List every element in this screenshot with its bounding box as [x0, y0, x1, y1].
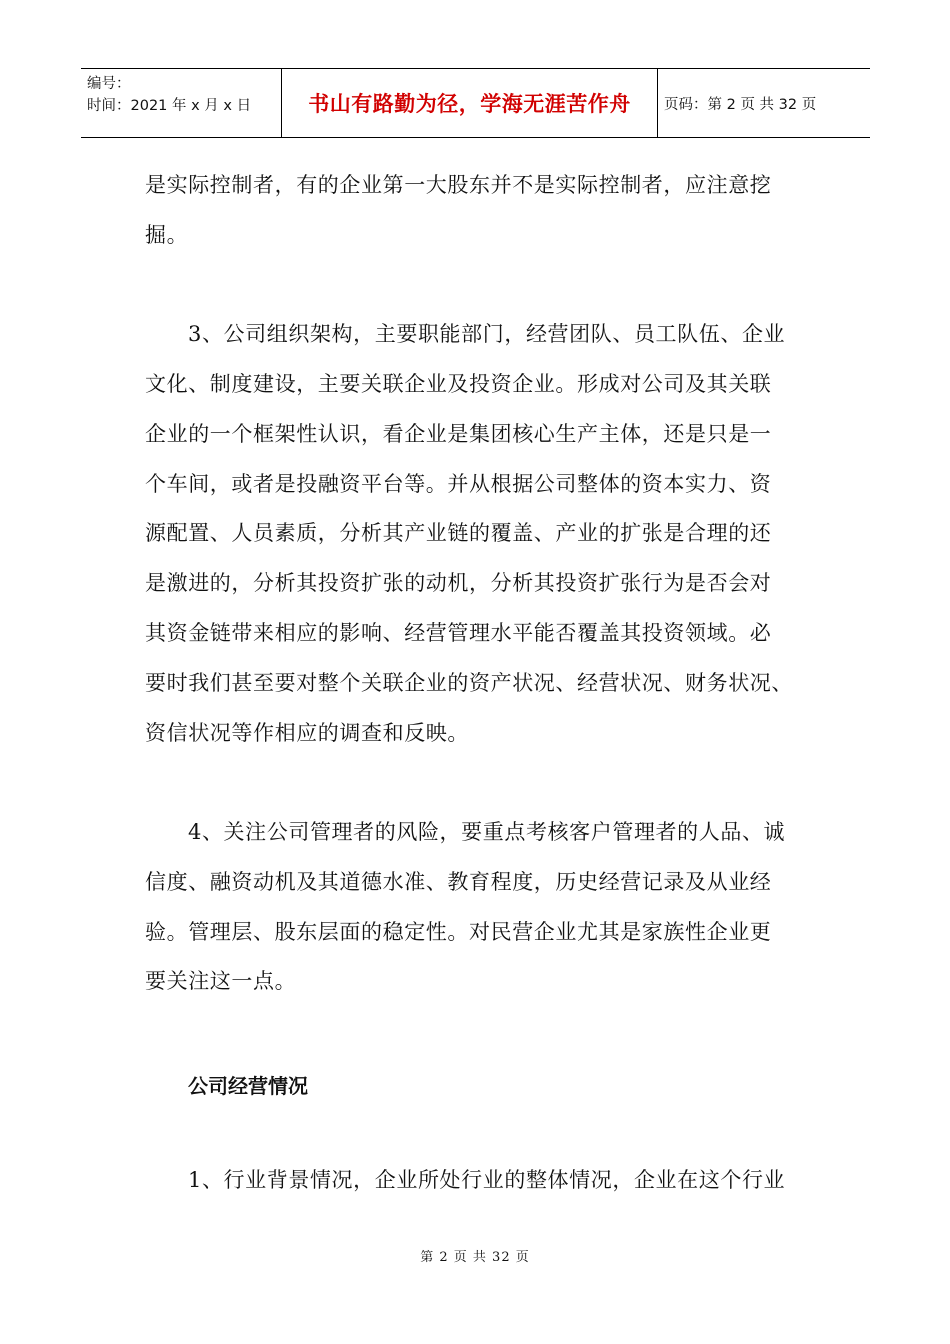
body-line: 是实际控制者，有的企业第一大股东并不是实际控制者，应注意挖: [145, 173, 772, 197]
body-line: 1、行业背景情况，企业所处行业的整体情况，企业在这个行业: [188, 1168, 786, 1192]
body-line: 掘。: [145, 223, 189, 247]
page-header: [81, 68, 870, 138]
body-line: 要关注这一点。: [145, 969, 297, 993]
header-page-info: 页码：第 2 页 共 32 页: [664, 96, 817, 113]
time-label: 时间：2021 年 x 月 x 日: [87, 98, 252, 114]
body-line: 3、公司组织架构，主要职能部门，经营团队、员工队伍、企业: [188, 322, 786, 346]
page-footer: 第 2 页 共 32 页: [420, 1250, 530, 1265]
body-line: 企业的一个框架性认识，看企业是集团核心生产主体，还是只是一: [145, 422, 772, 446]
body-line: 源配置、人员素质，分析其产业链的覆盖、产业的扩张是合理的还: [145, 521, 772, 545]
serial-number-label: 编号：: [87, 76, 131, 92]
header-motto: 书山有路勤为径，学海无涯苦作舟: [282, 69, 658, 137]
body-line: 4、关注公司管理者的风险，要重点考核客户管理者的人品、诚: [188, 820, 786, 844]
body-line: 其资金链带来相应的影响、经营管理水平能否覆盖其投资领域。必: [145, 621, 772, 645]
header-meta: [81, 69, 282, 137]
body-line: 资信状况等作相应的调查和反映。: [145, 721, 469, 745]
section-heading: 公司经营情况: [188, 1074, 308, 1098]
body-line: 验。管理层、股东层面的稳定性。对民营企业尤其是家族性企业更: [145, 920, 772, 944]
body-line: 个车间，或者是投融资平台等。并从根据公司整体的资本实力、资: [145, 472, 772, 496]
body-line: 是激进的，分析其投资扩张的动机，分析其投资扩张行为是否会对: [145, 571, 772, 595]
body-line: 要时我们甚至要对整个关联企业的资产状况、经营状况、财务状况、: [145, 671, 793, 695]
body-line: 信度、融资动机及其道德水准、教育程度，历史经营记录及从业经: [145, 870, 772, 894]
body-line: 文化、制度建设，主要关联企业及投资企业。形成对公司及其关联: [145, 372, 772, 396]
